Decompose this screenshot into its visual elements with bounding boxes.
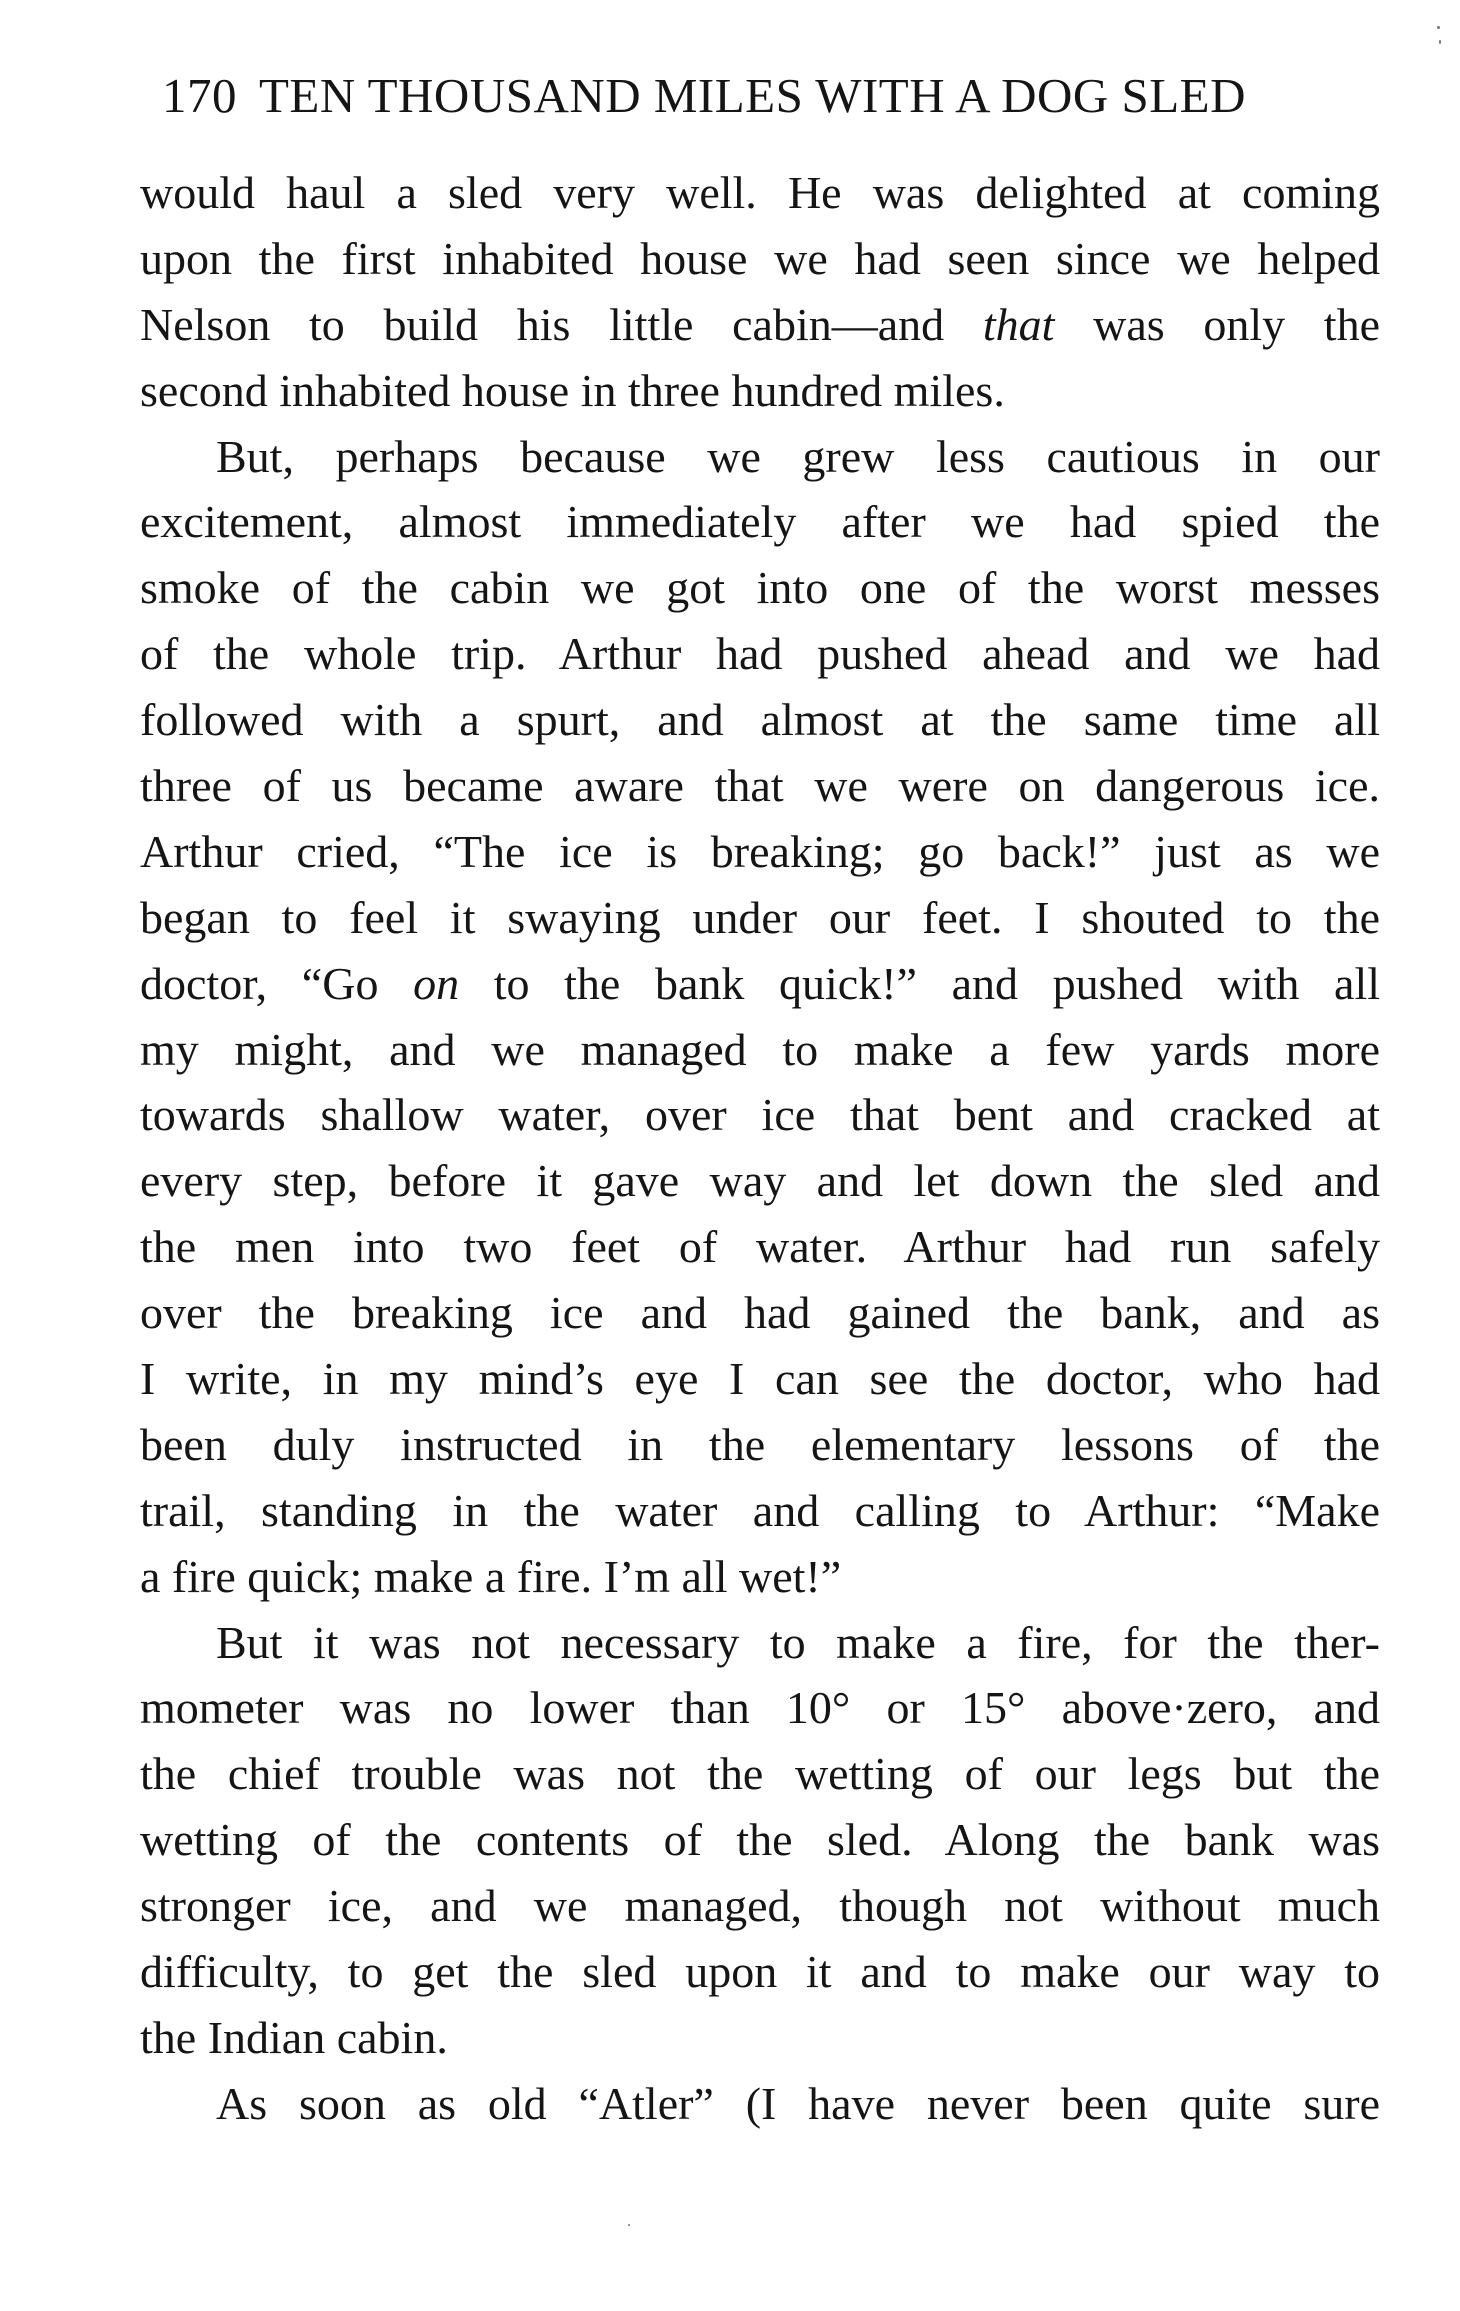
text-line: every step, before it gave way and let down the sled and	[140, 1155, 1380, 1207]
text-line: over the breaking ice and had gained the bank, and as	[140, 1287, 1380, 1339]
text-line: upon the first inhabited house we had seen since we helped	[140, 232, 1380, 284]
running-header	[162, 66, 1382, 126]
text-line: began to feel it swaying under our feet. I shouted to the	[140, 891, 1380, 943]
text-line: mometer was no lower than 10° or 15° above·zero, and	[140, 1682, 1380, 1734]
text-line	[140, 951, 1380, 1017]
scan-speck	[1439, 40, 1441, 44]
paragraph-first-line: But, perhaps because we grew less cautious in our	[216, 430, 1380, 482]
text-line: the Indian cabin.	[140, 2011, 448, 2063]
text-line: difficulty, to get the sled upon it and to make our way to	[140, 1946, 1380, 1998]
body-text	[140, 160, 1380, 2137]
text-line: followed with a spurt, and almost at the same time all	[140, 694, 1380, 746]
text-segment: was only the	[1054, 298, 1380, 350]
text-line: wetting of the contents of the sled. Along the bank was	[140, 1814, 1380, 1866]
text-line: trail, standing in the water and calling to Arthur: “Make	[140, 1484, 1380, 1536]
scan-speck	[1437, 26, 1440, 29]
scan-speck	[628, 2224, 630, 2226]
text-line: three of us became aware that we were on dangerous ice.	[140, 760, 1380, 812]
text-line: I write, in my mind’s eye I can see the doctor, who had	[140, 1353, 1380, 1405]
italic-word: that	[982, 298, 1055, 350]
running-title: TEN THOUSAND MILES WITH A DOG SLED	[259, 68, 1246, 123]
text-line: been duly instructed in the elementary lessons of the	[140, 1418, 1380, 1470]
text-line: my might, and we managed to make a few yards more	[140, 1023, 1380, 1075]
paragraph-first-line: As soon as old “Atler” (I have never been quite sure	[216, 2077, 1380, 2129]
text-line: towards shallow water, over ice that bent and cracked at	[140, 1089, 1380, 1141]
italic-word: on	[413, 957, 460, 1009]
text-line: would haul a sled very well. He was delighted at coming	[140, 167, 1380, 218]
text-line: the men into two feet of water. Arthur had run safely	[140, 1221, 1380, 1273]
text-segment: Nelson to build his little cabin—and	[140, 298, 983, 350]
text-segment: doctor, “Go	[140, 957, 414, 1009]
text-line: of the whole trip. Arthur had pushed ahead and we had	[140, 628, 1380, 680]
page-number: 170	[162, 68, 237, 123]
paragraph-first-line: But it was not necessary to make a fire, for the ther-	[216, 1616, 1380, 1668]
text-line: smoke of the cabin we got into one of the worst messes	[140, 562, 1380, 614]
text-line: second inhabited house in three hundred miles.	[140, 364, 1005, 416]
text-line: Arthur cried, “The ice is breaking; go back!” just as we	[140, 825, 1380, 877]
text-line: stronger ice, and we managed, though not without much	[140, 1880, 1380, 1932]
text-line: the chief trouble was not the wetting of our legs but the	[140, 1748, 1380, 1800]
text-line: excitement, almost immediately after we had spied the	[140, 496, 1380, 548]
text-segment: to the bank quick!” and pushed with all	[459, 957, 1381, 1009]
text-line	[140, 292, 1380, 358]
text-line: a fire quick; make a fire. I’m all wet!”	[140, 1550, 842, 1602]
